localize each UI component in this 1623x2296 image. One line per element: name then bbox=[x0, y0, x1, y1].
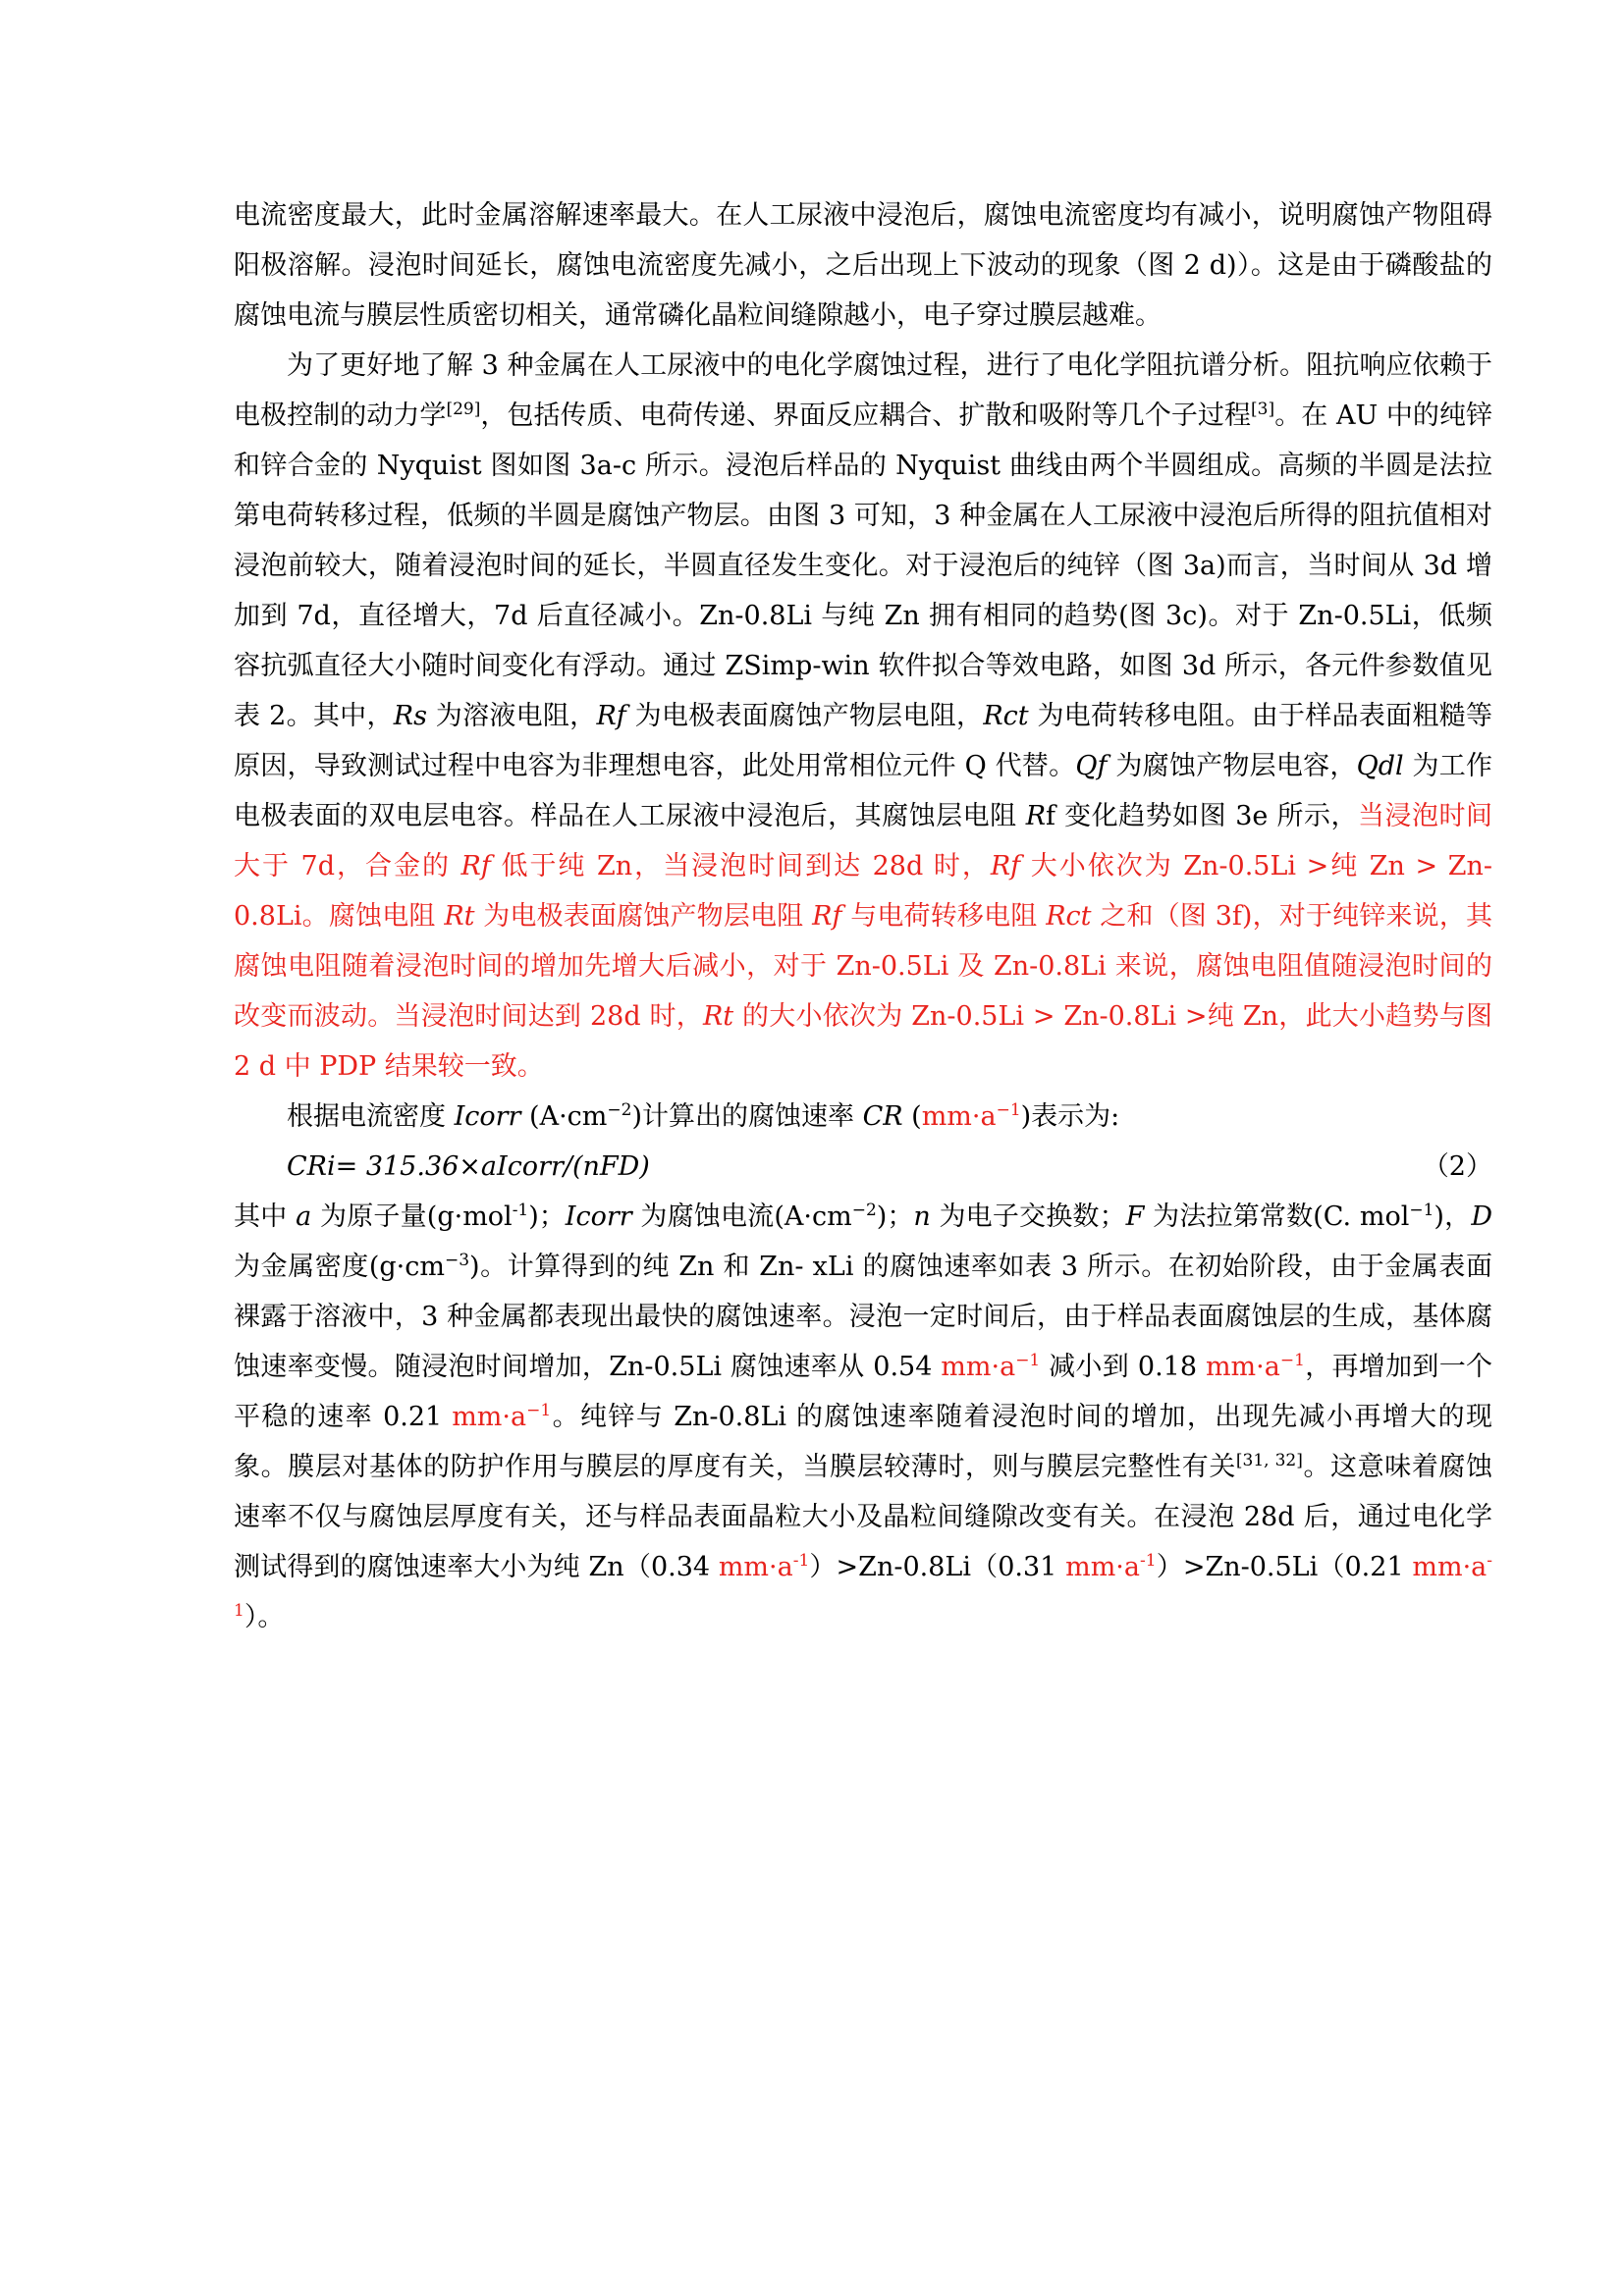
superscript: −1 bbox=[996, 1100, 1021, 1120]
symbol-rs: Rs bbox=[393, 701, 427, 731]
symbol-r: R bbox=[1025, 801, 1047, 831]
symbol-rct: Rct bbox=[1046, 901, 1092, 932]
text-run: 为电子交换数； bbox=[930, 1201, 1126, 1232]
text-run: 为电极表面腐蚀产物层电阻， bbox=[625, 701, 984, 731]
unit-mm-per-year: mm·a bbox=[718, 1552, 793, 1582]
equation-2 bbox=[234, 1142, 1492, 1192]
text-run: ）。 bbox=[243, 1602, 285, 1632]
document-page bbox=[234, 190, 1492, 1642]
text-run: )； bbox=[876, 1201, 914, 1232]
superscript: -1 bbox=[512, 1201, 529, 1220]
text-run: 根据电流密度 bbox=[287, 1101, 455, 1132]
text-run: 为金属密度(g·cm bbox=[234, 1252, 445, 1282]
text-run: ）>Zn-0.8Li（0.31 bbox=[809, 1552, 1066, 1582]
unit-mm-per-year: mm·a bbox=[452, 1402, 527, 1432]
superscript: −1 bbox=[1409, 1201, 1434, 1220]
text-run: (A·cm bbox=[520, 1101, 608, 1132]
unit-mm-per-year: mm·a bbox=[1412, 1552, 1488, 1582]
text-run: ，再增加到一个平稳的速率 0.21 bbox=[234, 1352, 1493, 1432]
text-run: 低于纯 Zn，当浸泡时间到达 28d 时， bbox=[490, 851, 991, 881]
superscript: -1 bbox=[1139, 1551, 1157, 1571]
text-run: )表示为: bbox=[1020, 1101, 1120, 1132]
unit-mm-per-year: mm·a bbox=[1065, 1552, 1140, 1582]
superscript: −3 bbox=[444, 1251, 470, 1270]
text-run: 其中 bbox=[234, 1201, 297, 1232]
symbol-rf: Rf bbox=[990, 851, 1021, 881]
text-run: 为原子量(g·mol bbox=[311, 1201, 513, 1232]
text-run: 为腐蚀产物层电容， bbox=[1107, 751, 1357, 781]
paragraph-4 bbox=[234, 1192, 1492, 1642]
superscript: −2 bbox=[607, 1100, 632, 1120]
symbol-rf: Rf bbox=[812, 901, 842, 932]
paragraph-1 bbox=[234, 190, 1492, 341]
text-run: 。这意味着腐蚀速率不仅与腐蚀层厚度有关，还与样品表面晶粒大小及晶粒间缝隙改变有关。在浸泡 28d 后，通过电化学测试得到的腐蚀速率大小为纯 Zn（0.34 bbox=[234, 1452, 1493, 1582]
superscript: −1 bbox=[526, 1401, 552, 1420]
text-run: ( bbox=[902, 1101, 922, 1132]
text-run: ）>Zn-0.5Li（0.21 bbox=[1156, 1552, 1413, 1582]
equation-number: （2） bbox=[1422, 1151, 1492, 1182]
paragraph-2 bbox=[234, 341, 1492, 1092]
highlighted-text bbox=[234, 801, 1492, 1082]
text-run: 为腐蚀电流(A·cm bbox=[631, 1201, 852, 1232]
superscript: -1 bbox=[792, 1551, 810, 1571]
superscript: -1 bbox=[234, 1551, 1492, 1621]
equation-text: CRi= 315.36×aIcorr/(nFD) bbox=[287, 1151, 650, 1182]
text-run: 为电极表面腐蚀产物层电阻 bbox=[474, 901, 813, 932]
symbol-icorr: Icorr bbox=[565, 1201, 632, 1232]
symbol-icorr: Icorr bbox=[454, 1101, 521, 1132]
text-run: 。在 AU 中的纯锌和锌合金的 Nyquist 图如图 3a-c 所示。浸泡后样品的 Nyquist 曲线由两个半圆组成。高频的半圆是法拉第电荷转移过程，低频的半圆是腐蚀产物层。由图 3 可知，3 种金属在人工尿液中浸泡后所得的阻抗值相对浸泡前较大，随着浸泡时间的延长，半圆直径发生变化。对于浸泡后的纯锌（图 3a)而言，当时间从 3d 增加到 7d，直径增大，7d 后直径减小。Zn-0.8Li 与纯 Zn 拥有相同的趋势(图 3c)。对于 Zn-0.5Li，低频容抗弧直径大小随时间变化有浮动。通过 ZSimp-win 软件拟合等效电路，如图 3d 所示，各元件参数值见表 2。其中， bbox=[234, 400, 1493, 731]
unit-mm-per-year: mm·a bbox=[1205, 1352, 1280, 1382]
unit-mm-per-year: mm·a bbox=[921, 1101, 997, 1132]
citation-29: [29] bbox=[446, 400, 481, 419]
symbol-qdl: Qdl bbox=[1356, 751, 1404, 781]
text-run: 为溶液电阻， bbox=[426, 701, 597, 731]
text-run: 。纯锌与 Zn-0.8Li 的腐蚀速率随着浸泡时间的增加，出现先减小再增大的现象。膜层对基体的防护作用与膜层的厚度有关，当膜层较薄时，则与膜层完整性有关 bbox=[234, 1402, 1492, 1482]
symbol-qf: Qf bbox=[1075, 751, 1108, 781]
paragraph-1-text: 电流密度最大，此时金属溶解速率最大。在人工尿液中浸泡后，腐蚀电流密度均有减小，说明腐蚀产物阻碍阳极溶解。浸泡时间延长，腐蚀电流密度先减小，之后出现上下波动的现象（图 2 d)）。这是由于磷酸盐的腐蚀电流与膜层性质密切相关，通常磷化晶粒间缝隙越小，电子穿过膜层越难。 bbox=[234, 200, 1492, 331]
symbol-n: n bbox=[913, 1201, 931, 1232]
text-run: 的大小依次为 Zn-0.5Li > Zn-0.8Li >纯 Zn，此大小趋势与图 2 d 中 PDP 结果较一致。 bbox=[234, 1001, 1492, 1082]
symbol-rf: Rf bbox=[460, 851, 491, 881]
text-run: f 变化趋势如图 3e 所示， bbox=[1046, 801, 1358, 831]
symbol-rt: Rt bbox=[444, 901, 475, 932]
text-run: 与电荷转移电阻 bbox=[841, 901, 1047, 932]
symbol-rct: Rct bbox=[983, 701, 1029, 731]
text-run: 大小依次为 Zn-0.5Li >纯 Zn > Zn-0.8Li。腐蚀电阻 bbox=[234, 851, 1492, 932]
symbol-a: a bbox=[296, 1201, 312, 1232]
unit-mm-per-year: mm·a bbox=[941, 1352, 1016, 1382]
symbol-f: F bbox=[1125, 1201, 1145, 1232]
text-run: )； bbox=[528, 1201, 566, 1232]
text-run: 为电荷转移电阻。由于样品表面粗糙等原因，导致测试过程中电容为非理想电容，此处用常相位元件 Q 代替。 bbox=[234, 701, 1492, 781]
symbol-cr: CR bbox=[862, 1101, 903, 1132]
superscript: −1 bbox=[1279, 1351, 1305, 1370]
text-run: 当浸泡时间大于 7d，合金的 bbox=[234, 801, 1492, 881]
symbol-d: D bbox=[1471, 1201, 1492, 1232]
symbol-rf: Rf bbox=[596, 701, 626, 731]
symbol-rt: Rt bbox=[702, 1001, 734, 1032]
citation-3: [3] bbox=[1251, 400, 1275, 419]
text-run: )。计算得到的纯 Zn 和 Zn- xLi 的腐蚀速率如表 3 所示。在初始阶段，由于金属表面裸露于溶液中，3 种金属都表现出最快的腐蚀速率。浸泡一定时间后，由于样品表面腐蚀层的生成，基体腐蚀速率变慢。随浸泡时间增加，Zn-0.5Li 腐蚀速率从 0.54 bbox=[234, 1252, 1492, 1382]
text-run: )， bbox=[1434, 1201, 1472, 1232]
text-run: 为了更好地了解 3 种金属在人工尿液中的电化学腐蚀过程，进行了电化学阻抗谱分析。阻抗响应依赖于电极控制的动力学 bbox=[234, 350, 1492, 431]
text-run: 为工作电极表面的双电层电容。样品在人工尿液中浸泡后，其腐蚀层电阻 bbox=[234, 751, 1492, 831]
citation-31-32: [31, 32] bbox=[1235, 1451, 1303, 1470]
superscript: −2 bbox=[851, 1201, 877, 1220]
text-run: 减小到 0.18 bbox=[1040, 1352, 1206, 1382]
superscript: −1 bbox=[1015, 1351, 1041, 1370]
text-run: 之和（图 3f)，对于纯锌来说，其腐蚀电阻随着浸泡时间的增加先增大后减小，对于 Zn-0.5Li 及 Zn-0.8Li 来说，腐蚀电阻值随浸泡时间的改变而波动。当浸泡时间达到 28d 时， bbox=[234, 901, 1493, 1032]
text-run: ，包括传质、电荷传递、界面反应耦合、扩散和吸附等几个子过程 bbox=[480, 400, 1252, 431]
paragraph-3 bbox=[234, 1092, 1492, 1142]
text-run: 为法拉第常数(C. mol bbox=[1144, 1201, 1410, 1232]
text-run: )计算出的腐蚀速率 bbox=[631, 1101, 863, 1132]
